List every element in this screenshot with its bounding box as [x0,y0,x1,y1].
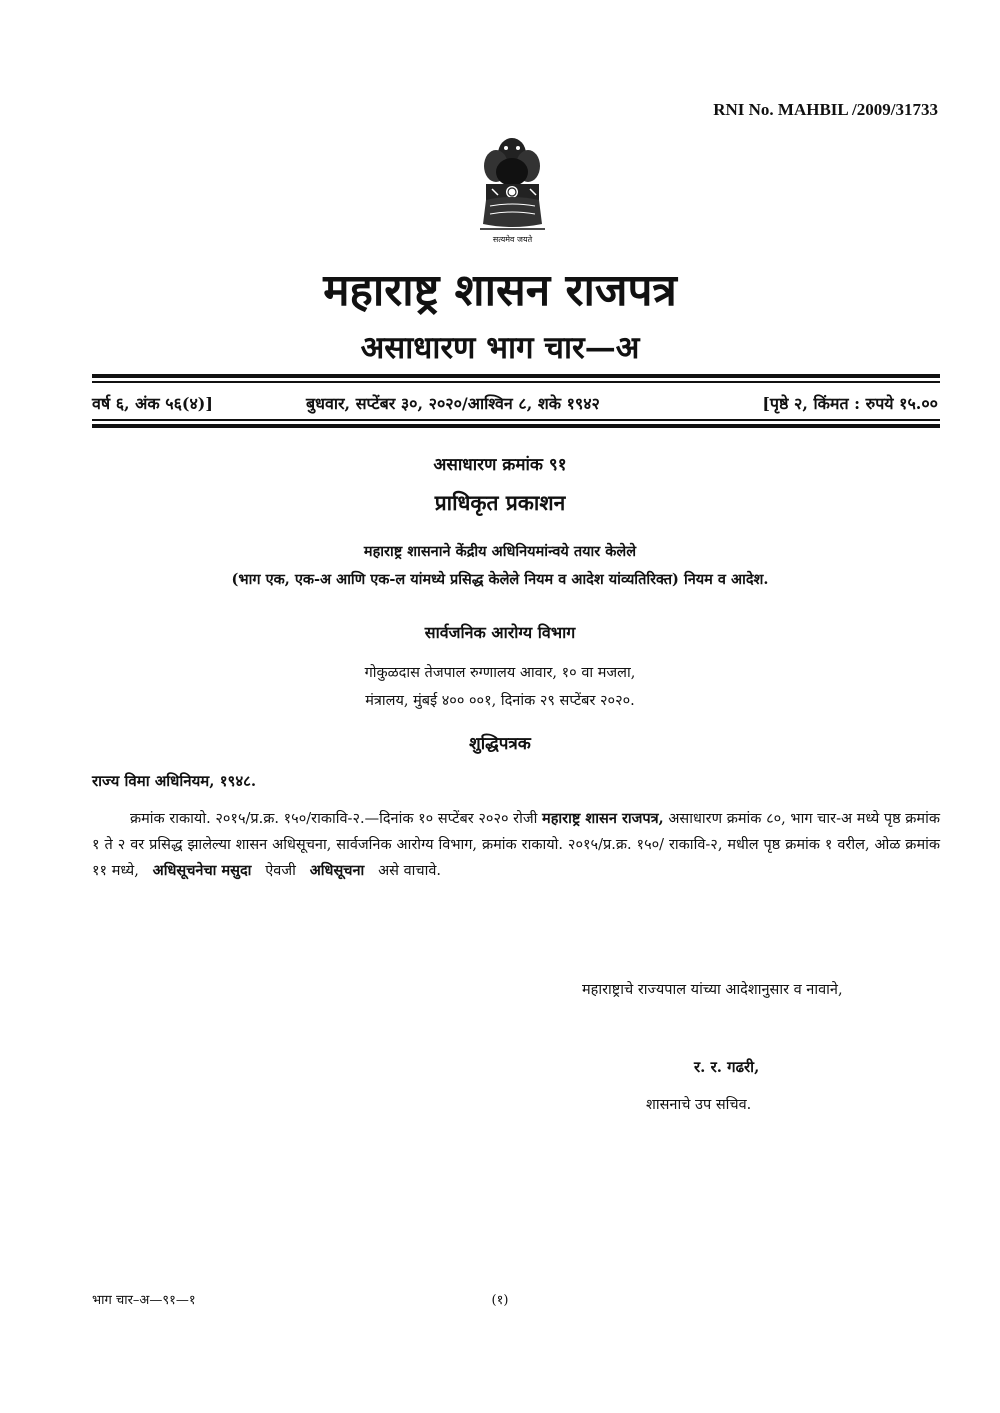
address-line-1: गोकुळदास तेजपाल रुग्णालय आवार, १० वा मजला, [364,665,636,681]
gazette-name-bold: महाराष्ट्र शासन राजपत्र, [542,810,664,827]
header-rule-thin [92,381,940,383]
address-line-2: मंत्रालय, मुंबई ४०० ००१, दिनांक २९ सप्टेंबर २०२०. [365,693,635,709]
body-part-1: क्रमांक राकायो. २०१५/प्र.क्र. १५०/राकावि-२.—दिनांक १० सप्टेंबर २०२० रोजी [130,811,543,827]
info-rule-thick [92,424,940,428]
corrigendum-title: शुद्धिपत्रक [469,734,531,754]
rni-number: RNI No. MAHBIL /2009/31733 [713,100,938,119]
instead-word: ऐवजी [265,863,296,879]
intro-line-1: महाराष्ट्र शासनाने केंद्रीय अधिनियमांन्वये तयार केलेले [363,543,637,560]
notification-bold: अधिसूचना [309,862,365,879]
issue-date: बुधवार, सप्टेंबर ३०, २०२०/आश्विन ८, शके १९४२ [306,394,600,413]
gazette-subtitle: असाधारण भाग चार—अ [360,330,640,366]
authorised-publication: प्राधिकृत प्रकाशन [434,490,566,515]
act-title: राज्य विमा अधिनियम, १९४८. [92,772,257,790]
ashoka-emblem-icon [470,132,555,252]
issue-volume: वर्ष ६, अंक ५६(४)] [92,394,213,413]
body-part-2: असाधारण क्रमांक ८०, भाग चार-अ मध्ये पृष्ठ क्रमांक १ ते २ वर प्रसिद्ध झालेल्या शासन अधिसूचना, सार्वजनिक आरोग्य विभाग, क्रमांक राकायो. २०१५/प्र.क्र. १५०/ राकावि-२, मधील पृष्ठ क्रमांक १ वरील, ओळ क्रमांक ११ मध्ये, [92,811,940,879]
signatory-designation: शासनाचे उप सचिव. [646,1097,752,1113]
corrigendum-body [92,806,940,884]
footer-part-reference: भाग चार–अ—९१—१ [92,1293,196,1308]
draft-notification-bold: अधिसूचनेचा मसुदा [152,862,252,879]
header-rule-thick [92,374,940,378]
info-rule-thin [92,419,940,421]
intro-line-2: (भाग एक, एक-अ आणि एक-ल यांमध्ये प्रसिद्ध केलेले नियम व आदेश यांव्यतिरिक्त) नियम व आदेश. [231,571,769,588]
emblem-motto: सत्यमेव जयते [492,235,533,244]
signatory-name: र. र. गढरी, [694,1058,760,1076]
governor-order-line: महाराष्ट्राचे राज्यपाल यांच्या आदेशानुसार व नावाने, [582,982,843,998]
page-number: (१) [491,1293,509,1308]
read-as-text: असे वाचावे. [378,863,442,879]
department-name: सार्वजनिक आरोग्य विभाग [424,623,576,642]
gazette-title: महाराष्ट्र शासन राजपत्र [323,265,677,316]
extraordinary-number: असाधारण क्रमांक ९१ [433,455,567,475]
issue-pages-price: [पृष्ठे २, किंमत : रुपये १५.०० [762,394,938,413]
